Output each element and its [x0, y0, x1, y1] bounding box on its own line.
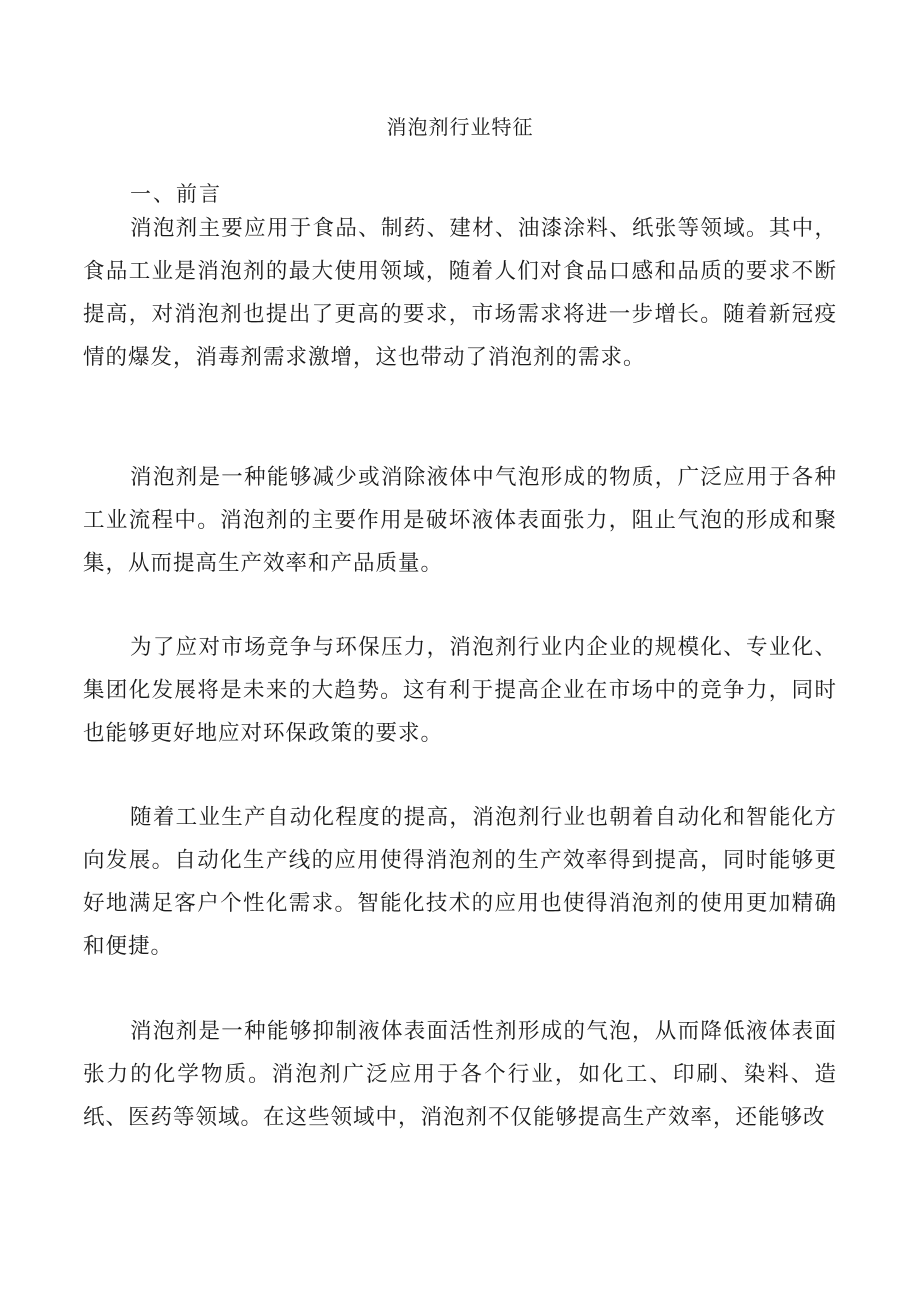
section-heading: 一、前言 [130, 182, 222, 206]
paragraph-5: 消泡剂是一种能够抑制液体表面活性剂形成的气泡，从而降低液体表面张力的化学物质。消泡剂广泛应用于各个行业，如化工、印刷、染料、造纸、医药等领域。在这些领域中，消泡剂不仅能够提高生产效率，还能够改 [83, 1019, 837, 1130]
paragraph-2: 消泡剂是一种能够减少或消除液体中气泡形成的物质，广泛应用于各种工业流程中。消泡剂的主要作用是破坏液体表面张力，阻止气泡的形成和聚集，从而提高生产效率和产品质量。 [83, 465, 837, 576]
paragraph-3: 为了应对市场竞争与环保压力，消泡剂行业内企业的规模化、专业化、集团化发展将是未来的大趋势。这有利于提高企业在市场中的竞争力，同时也能够更好地应对环保政策的要求。 [83, 635, 837, 746]
paragraph-1: 消泡剂主要应用于食品、制药、建材、油漆涂料、纸张等领域。其中，食品工业是消泡剂的最大使用领域，随着人们对食品口感和品质的要求不断提高，对消泡剂也提出了更高的要求，市场需求将进一步增长。随着新冠疫情的爆发，消毒剂需求激增，这也带动了消泡剂的需求。 [83, 216, 837, 370]
paragraph-4: 随着工业生产自动化程度的提高，消泡剂行业也朝着自动化和智能化方向发展。自动化生产线的应用使得消泡剂的生产效率得到提高，同时能够更好地满足客户个性化需求。智能化技术的应用也使得消泡剂的使用更加精确和便捷。 [83, 805, 837, 959]
document-title: 消泡剂行业特征 [386, 115, 534, 139]
